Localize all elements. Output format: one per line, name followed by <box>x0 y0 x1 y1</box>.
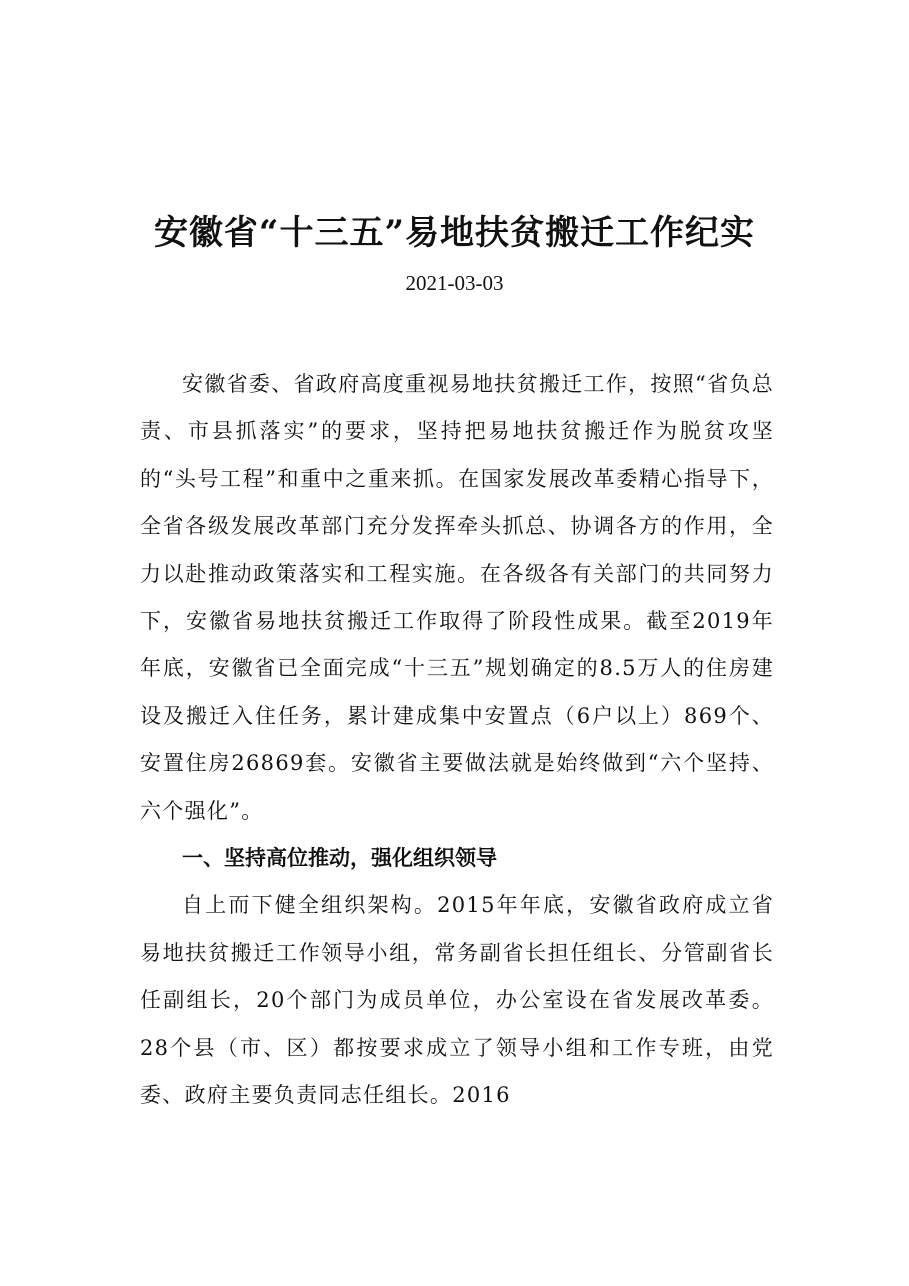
document-title: 安徽省“十三五”易地扶贫搬迁工作纪实 <box>153 213 756 253</box>
document-date: 2021-03-03 <box>405 271 504 295</box>
body-paragraph: 安徽省委、省政府高度重视易地扶贫搬迁工作，按照“省负总责、市县抓落实”的要求，坚持把易地扶贫搬迁作为脱贫攻坚的“头号工程”和重中之重来抓。在国家发展改革委精心指导下，全省各级发展改革部门充分发挥牵头抓总、协调各方的作用，全力以赴推动政策落实和工程实施。在各级各有关部门的共同努力下，安徽省易地扶贫搬迁工作取得了阶段性成果。截至2019年年底，安徽省已全面完成“十三五”规划确定的8.5万人的住房建设及搬迁入住任务，累计建成集中安置点（6户以上）869个、安置住房26869套。安徽省主要做法就是始终做到“六个坚持、六个强化”。 <box>140 372 774 823</box>
section-heading: 一、坚持高位推动，强化组织领导 <box>182 846 497 871</box>
document-body <box>140 361 774 1120</box>
body-paragraph: 自上而下健全组织架构。2015年年底，安徽省政府成立省易地扶贫搬迁工作领导小组，常务副省长担任组长、分管副省长任副组长，20个部门为成员单位，办公室设在省发展改革委。28个县（市、区）都按要求成立了领导小组和工作专班，由党委、政府主要负责同志任组长。2016 <box>140 893 774 1108</box>
